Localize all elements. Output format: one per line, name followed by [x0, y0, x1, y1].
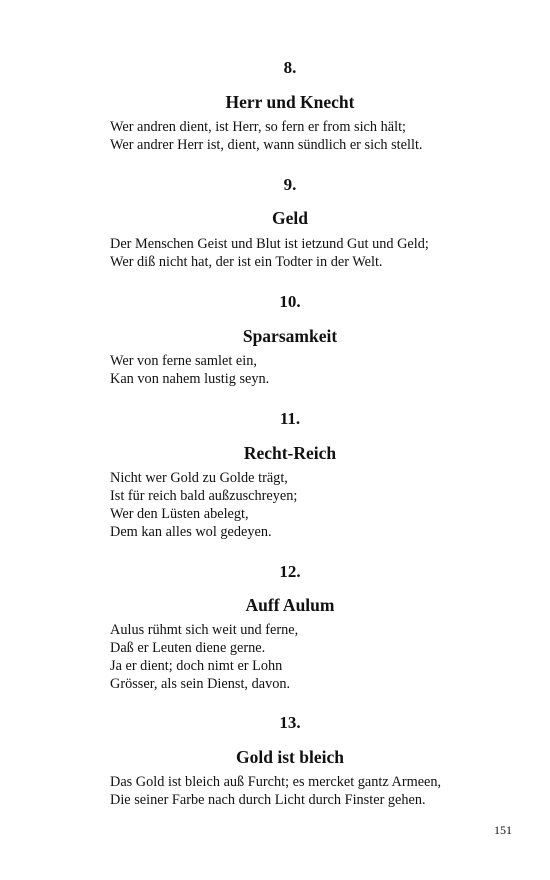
poem-number: 8.	[283, 58, 297, 77]
poem-line: Wer von ferne samlet ein,	[110, 353, 257, 369]
poem-body	[110, 235, 470, 271]
poem-title: Geld	[272, 208, 308, 228]
poem-line: Aulus rühmt sich weit und ferne,	[110, 622, 299, 638]
poem-line: Ist für reich bald außzuschreyen;	[110, 488, 298, 504]
poem-title: Sparsamkeit	[242, 326, 338, 346]
poem-number: 9.	[283, 175, 297, 194]
poem-line: Grösser, als sein Dienst, davon.	[110, 676, 291, 692]
poem-title: Recht-Reich	[243, 443, 337, 463]
poem-line: Die seiner Farbe nach durch Licht durch Finster gehen.	[110, 792, 426, 808]
poem-body	[110, 469, 470, 541]
poem-line: Dem kan alles wol gedeyen.	[110, 524, 272, 540]
poem-line: Ja er dient; doch nimt er Lohn	[110, 658, 283, 674]
poem-body	[110, 773, 470, 809]
poem-line: Nicht wer Gold zu Golde trägt,	[110, 470, 288, 486]
poem-body	[110, 621, 470, 693]
page-number: 151	[494, 823, 512, 837]
poem-line: Daß er Leuten diene gerne.	[110, 640, 266, 656]
poem-line: Wer den Lüsten abelegt,	[110, 506, 249, 522]
poem-body	[110, 352, 470, 388]
poem-title: Herr und Knecht	[225, 92, 355, 112]
poem-body	[110, 118, 470, 154]
poem-line: Wer andrer Herr ist, dient, wann sündlich er sich stellt.	[110, 137, 423, 153]
poem-number: 13.	[279, 713, 301, 732]
poem-number: 12.	[279, 562, 301, 581]
poem-line: Der Menschen Geist und Blut ist ietzund Gut und Geld;	[110, 236, 429, 252]
poem-number: 11.	[279, 409, 301, 428]
poem-number: 10.	[279, 292, 301, 311]
poem-line: Das Gold ist bleich auß Furcht; es mercket gantz Armeen,	[110, 774, 442, 790]
poem-line: Kan von nahem lustig seyn.	[110, 371, 270, 387]
poem-title: Gold ist bleich	[236, 747, 344, 767]
poem-line: Wer diß nicht hat, der ist ein Todter in der Welt.	[110, 254, 383, 270]
poem-line: Wer andren dient, ist Herr, so fern er from sich hält;	[110, 119, 407, 135]
poem-title: Auff Aulum	[245, 595, 335, 615]
